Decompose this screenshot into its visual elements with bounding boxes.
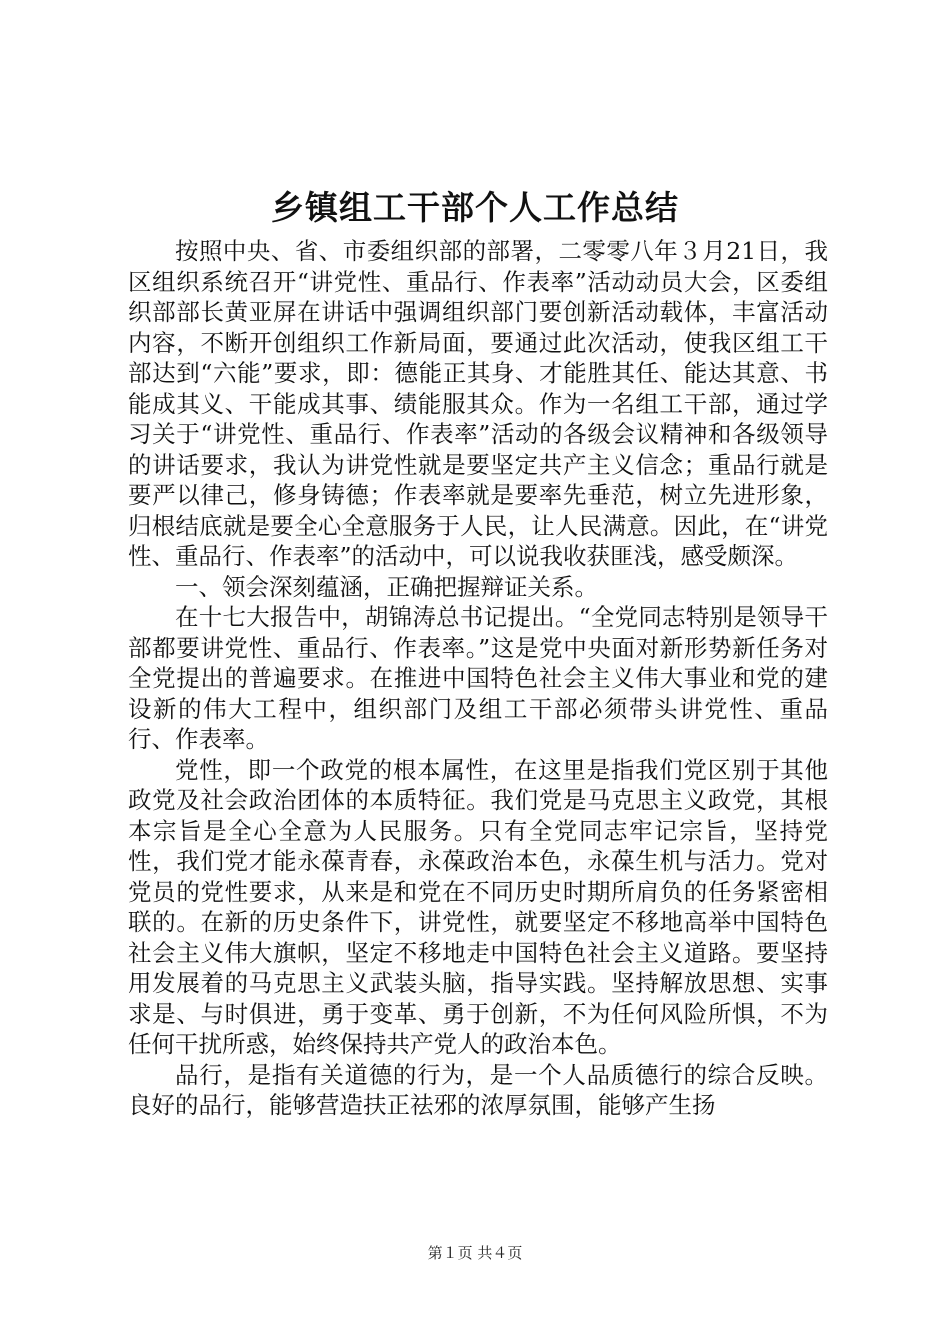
document-title: 乡镇组工干部个人工作总结 <box>271 188 679 227</box>
paragraph-conduct: 品行，是指有关道德的行为，是一个人品质德行的综合反映。良好的品行，能够营造扶正祛邪的浓厚氛围，能够产生扬 <box>128 1060 828 1119</box>
paragraph-report: 在十七大报告中，胡锦涛总书记提出。“全党同志特别是领导干部都要讲党性、重品行、作表率。”这是党中央面对新形势新任务对全党提出的普遍要求。在推进中国特色社会主义伟大事业和党的建设新的伟大工程中，组织部门及组工干部必须带头讲党性、重品行、作表率。 <box>128 603 828 753</box>
document-body <box>128 236 828 1121</box>
paragraph-intro: 按照中央、省、市委组织部的部署，二零零八年３月21日，我区组织系统召开“讲党性、重品行、作表率”活动动员大会，区委组织部部长黄亚屏在讲话中强调组织部门要创新活动载体，丰富活动内容，不断开创组织工作新局面，要通过此次活动，使我区组工干部达到“六能”要求，即：德能正其身、才能胜其任、能达其意、书能成其义、干能成其事、绩能服其众。作为一名组工干部，通过学习关于“讲党性、重品行、作表率”活动的各级会议精神和各级领导的讲话要求，我认为讲党性就是要坚定共产主义信念；重品行就是要严以律己，修身铸德；作表率就是要率先垂范，树立先进形象，归根结底就是要全心全意服务于人民，让人民满意。因此，在“讲党性、重品行、作表率”的活动中，可以说我收获匪浅，感受颇深。 <box>128 237 828 570</box>
page-footer: 第１页 共４页 <box>427 1244 523 1262</box>
section-heading-1: 一、领会深刻蕴涵，正确把握辩证关系。 <box>175 572 598 601</box>
paragraph-party-spirit: 党性，即一个政党的根本属性，在这里是指我们党区别于其他政党及社会政治团体的本质特征。我们党是马克思主义政党，其根本宗旨是全心全意为人民服务。只有全党同志牢记宗旨，坚持党性，我们党才能永葆青春，永葆政治本色，永葆生机与活力。党对党员的党性要求，从来是和党在不同历史时期所肩负的任务紧密相联的。在新的历史条件下，讲党性，就要坚定不移地高举中国特色社会主义伟大旗帜，坚定不移地走中国特色社会主义道路。要坚持用发展着的马克思主义武装头脑，指导实践。坚持解放思想、实事求是、与时俱进，勇于变革、勇于创新，不为任何风险所惧，不为任何干扰所惑，始终保持共产党人的政治本色。 <box>128 755 828 1058</box>
